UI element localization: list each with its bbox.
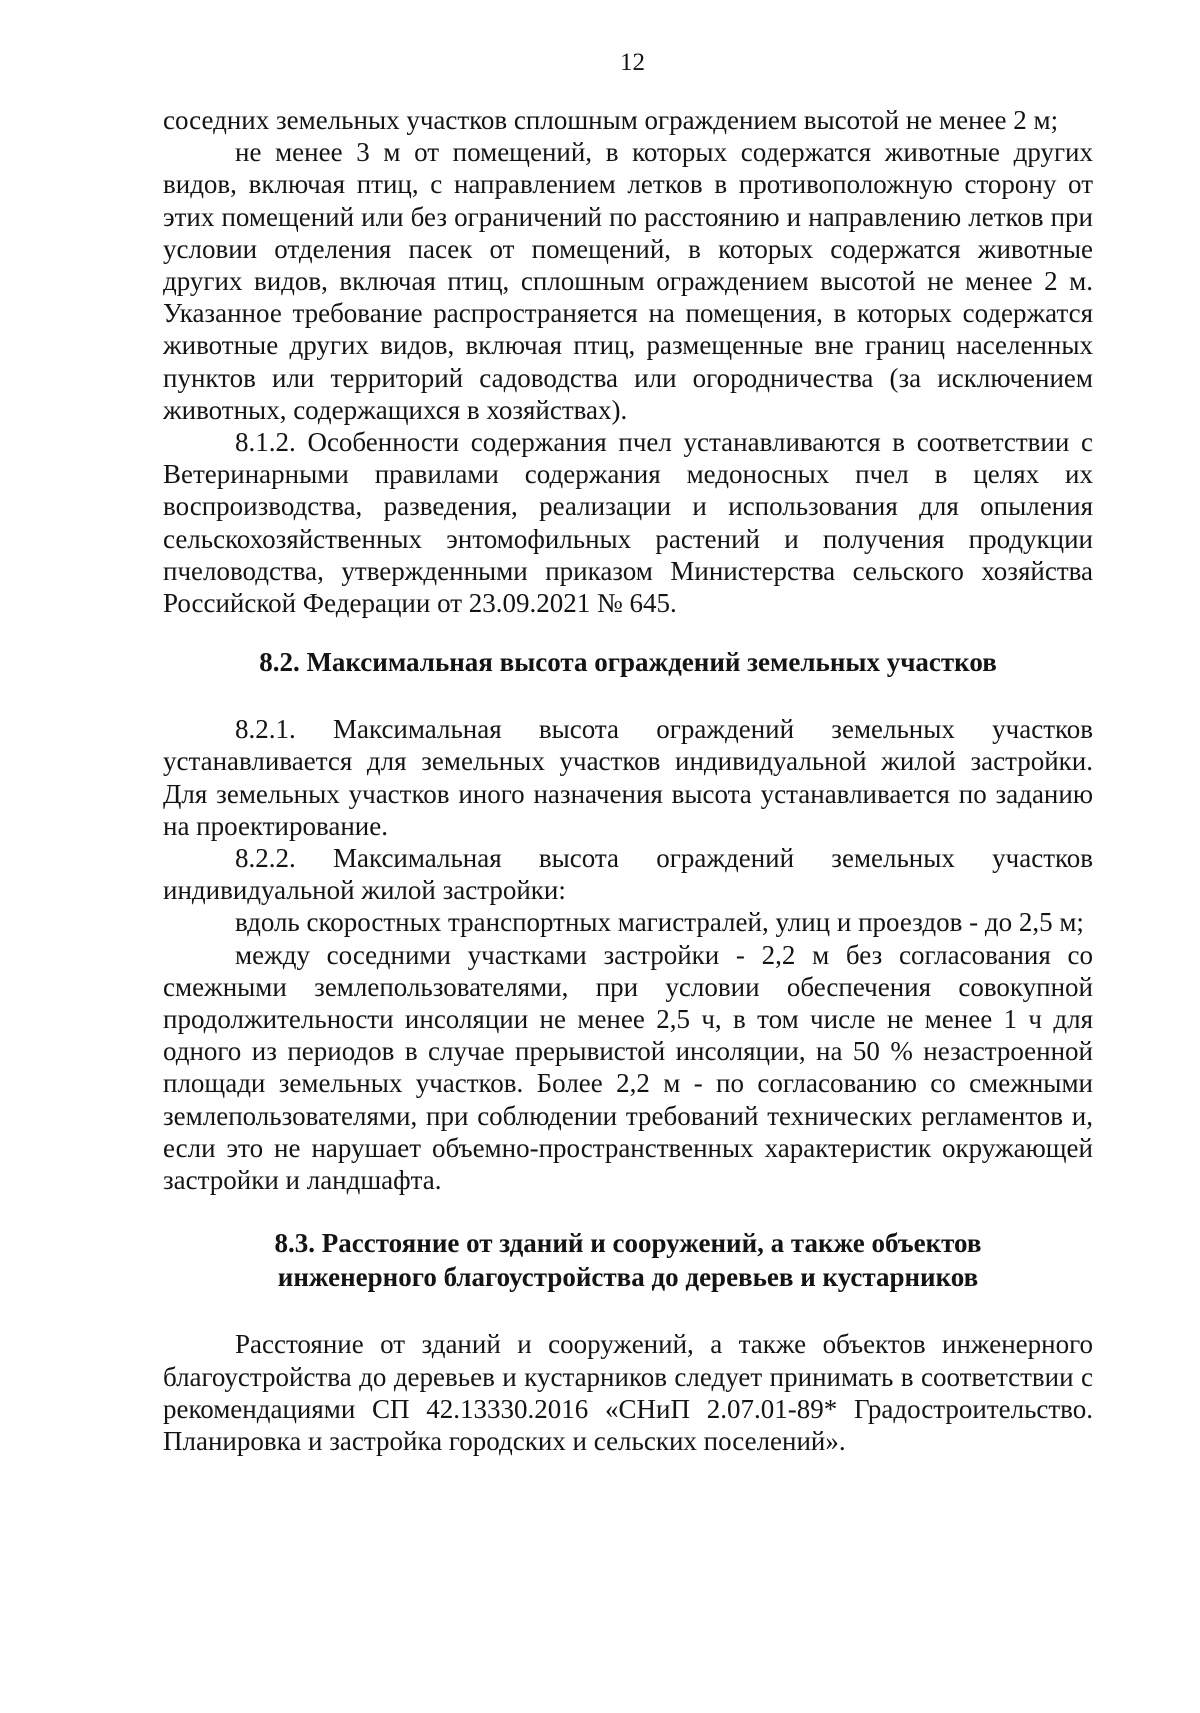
paragraph-apiary-distance: не менее 3 м от помещений, в которых содержатся животные других видов, включая птиц, с направлением летков в противоположную сторону от этих помещений или без ограничений по расстоянию и направлению летков при условии отделения пасек от помещений, в которых содержатся животные других видов, включая птиц, сплошным ограждением высотой не менее 2 м. Указанное требование распространяется на помещения, в которых содержатся животные других видов, включая птиц, размещенные вне границ населенных пунктов или территорий садоводства или огородничества (за исключением животных, содержащихся в хозяйствах). — [163, 137, 1093, 425]
section-heading-8-3 — [163, 1226, 1093, 1294]
section-heading-8-2: 8.2. Максимальная высота ограждений земельных участков — [259, 647, 997, 678]
paragraph-continuation: соседних земельных участков сплошным ограждением высотой не менее 2 м; — [163, 105, 1059, 135]
paragraph-between-plots: между соседними участками застройки - 2,2 м без согласования со смежными землепользователями, при условии обеспечения совокупной продолжительности инсоляции не менее 2,5 ч, в том числе не менее 1 ч для одного из периодов в случае прерывистой инсоляции, на 50 % незастроенной площади земельных участков. Более 2,2 м - по согласованию со смежными землепользователями, при соблюдении требований технических регламентов и, если это не нарушает объемно-пространственных характеристик окружающей застройки и ландшафта. — [163, 939, 1093, 1196]
paragraph-8-2-1: 8.2.1. Максимальная высота ограждений земельных участков устанавливается для земельных участков индивидуальной жилой застройки. Для земельных участков иного назначения высота устанавливается по заданию на проектирование. — [163, 714, 1093, 841]
page-body — [163, 104, 1093, 1457]
section-heading-8-3-line1: 8.3. Расстояние от зданий и сооружений, а также объектов — [274, 1228, 982, 1259]
paragraph-8-1-2: 8.1.2. Особенности содержания пчел устанавливаются в соответствии с Ветеринарными правилами содержания медоносных пчел в целях их воспроизводства, разведения, реализации и использования для опыления сельскохозяйственных энтомофильных растений и получения продукции пчеловодства, утвержденными приказом Министерства сельского хозяйства Российской Федерации от 23.09.2021 № 645. — [163, 427, 1093, 619]
page-number: 12 — [620, 49, 645, 76]
section-heading-8-3-line2: инженерного благоустройства до деревьев и кустарников — [277, 1262, 979, 1293]
paragraph-along-roads: вдоль скоростных транспортных магистралей, улиц и проездов - до 2,5 м; — [235, 907, 1084, 938]
paragraph-8-2-2: 8.2.2. Максимальная высота ограждений земельных участков индивидуальной жилой застройки: — [163, 843, 1093, 906]
paragraph-8-3: Расстояние от зданий и сооружений, а также объектов инженерного благоустройства до деревьев и кустарников следует принимать в соответствии с рекомендациями СП 42.13330.2016 «СНиП 2.07.01-89* Градостроительство. Планировка и застройка городских и сельских поселений». — [163, 1329, 1093, 1456]
